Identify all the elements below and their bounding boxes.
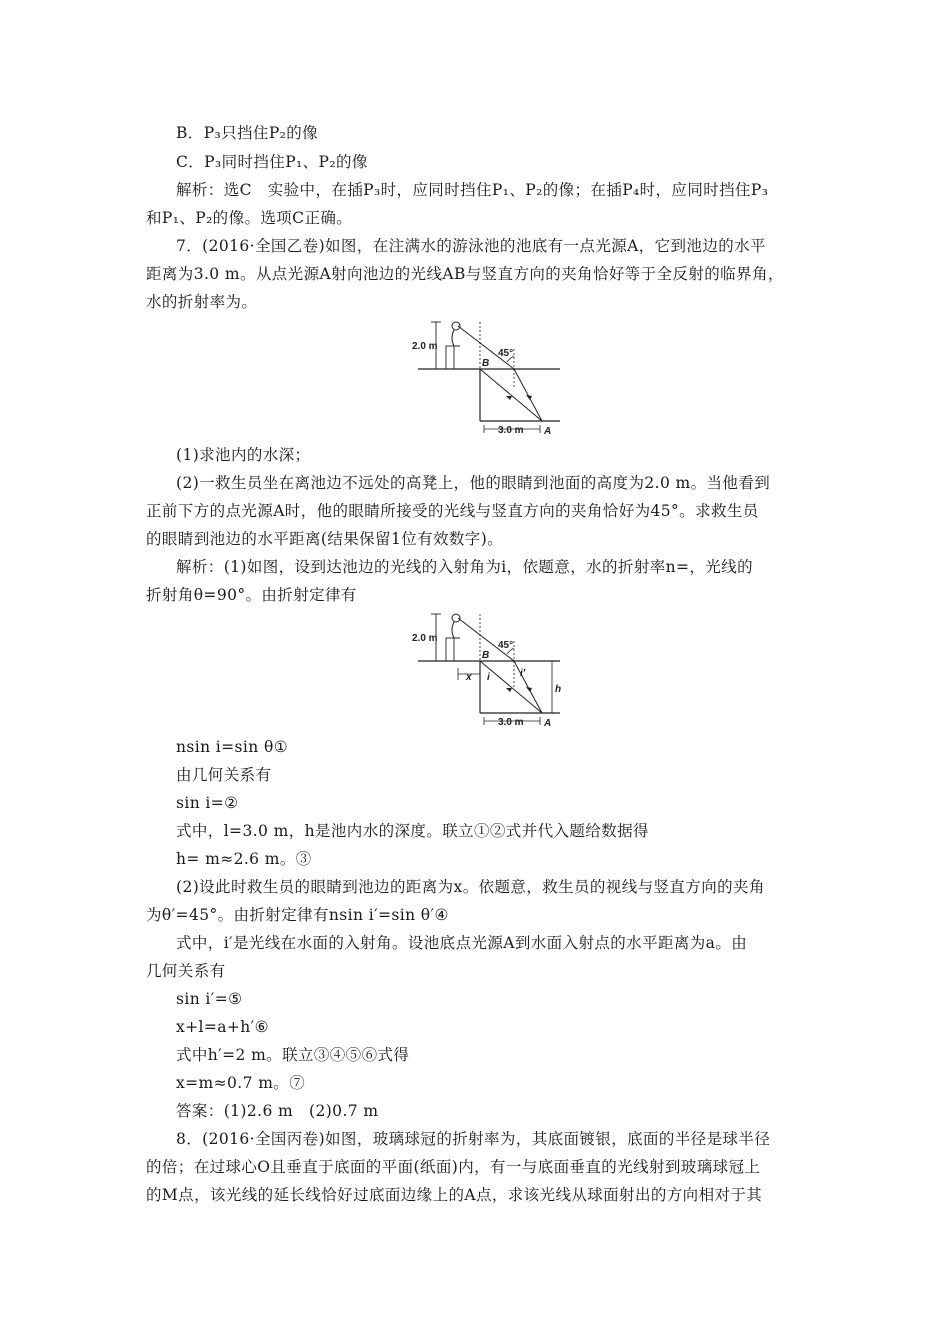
height-label: 2.0 m bbox=[412, 341, 438, 352]
height-label: 2.0 m bbox=[412, 633, 438, 644]
angle-label: 45° bbox=[498, 640, 514, 651]
analysis-line: 和P₁、P₂的像。选项C正确。 bbox=[146, 209, 353, 227]
point-a-label: A bbox=[544, 426, 552, 437]
pool-diagram-1 bbox=[410, 316, 570, 438]
question-8-line: 8．(2016·全国丙卷)如图，玻璃球冠的折射率为，其底面镀银，底面的半径是球半径 bbox=[176, 1130, 771, 1148]
question-8-line: 的倍；在过球心O且垂直于底面的平面(纸面)内，有一与底面垂直的光线射到玻璃球冠上 bbox=[146, 1158, 761, 1176]
sub-question-2: 正前下方的点光源A时，他的眼睛所接受的光线与竖直方向的夹角恰好为45°。求救生员 bbox=[146, 502, 759, 520]
question-7-line: 距离为3.0 m。从点光源A射向池边的光线AB与竖直方向的夹角恰好等于全反射的临界角， bbox=[146, 265, 784, 283]
h-label: h bbox=[555, 684, 562, 695]
equation-5: sin i′=⑤ bbox=[176, 990, 243, 1008]
equation-2: sin i=② bbox=[176, 794, 239, 812]
solution-line: 折射角θ=90°。由折射定律有 bbox=[146, 586, 357, 604]
option-b: B．P₃只挡住P₂的像 bbox=[176, 124, 319, 142]
point-b-label: B bbox=[482, 358, 490, 369]
i-prime-label: i′ bbox=[520, 668, 526, 679]
solution-line: 由几何关系有 bbox=[176, 766, 272, 784]
distance-label: 3.0 m bbox=[498, 425, 524, 436]
distance-label: 3.0 m bbox=[498, 717, 524, 728]
equation-6: x+l=a+h′⑥ bbox=[176, 1018, 269, 1036]
equation-1: nsin i=sin θ① bbox=[176, 738, 288, 756]
solution-line: 解析：(1)如图，设到达池边的光线的入射角为i，依题意，水的折射率n=，光线的 bbox=[176, 558, 753, 576]
pool-diagram-2 bbox=[410, 608, 570, 730]
sub-question-2: 的眼睛到池边的水平距离(结果保留1位有效数字)。 bbox=[146, 530, 504, 548]
equation-4: 为θ′=45°。由折射定律有nsin i′=sin θ′④ bbox=[146, 906, 449, 924]
answer-line: 答案：(1)2.6 m (2)0.7 m bbox=[176, 1102, 379, 1120]
equation-7: x=m≈0.7 m。⑦ bbox=[176, 1074, 306, 1092]
solution-line: 式中，l=3.0 m，h是池内水的深度。联立①②式并代入题给数据得 bbox=[176, 822, 649, 840]
solution-line: 式中h′=2 m。联立③④⑤⑥式得 bbox=[176, 1046, 410, 1064]
solution-line: 几何关系有 bbox=[146, 962, 226, 980]
i-label: i bbox=[487, 672, 490, 683]
solution-line: 式中，i′是光线在水面的入射角。设池底点光源A到水面入射点的水平距离为a。由 bbox=[176, 934, 748, 952]
question-7-line: 水的折射率为。 bbox=[146, 293, 258, 311]
point-a-label: A bbox=[544, 718, 552, 729]
question-7-line: 7．(2016·全国乙卷)如图，在注满水的游泳池的池底有一点光源A，它到池边的水平 bbox=[176, 237, 766, 255]
sub-question-1: (1)求池内的水深； bbox=[176, 446, 311, 464]
analysis-line: 解析：选C 实验中，在插P₃时，应同时挡住P₁、P₂的像；在插P₄时，应同时挡住P₃ bbox=[176, 181, 769, 199]
x-label: x bbox=[466, 672, 472, 683]
question-8-line: 的M点，该光线的延长线恰好过底面边缘上的A点，求该光线从球面射出的方向相对于其 bbox=[146, 1186, 763, 1204]
sub-question-2: (2)一救生员坐在离池边不远处的高凳上，他的眼睛到池面的高度为2.0 m。当他看到 bbox=[176, 474, 771, 492]
point-b-label: B bbox=[482, 650, 490, 661]
option-c: C．P₃同时挡住P₁、P₂的像 bbox=[176, 153, 368, 171]
solution-line: (2)设此时救生员的眼睛到池边的距离为x。依题意，救生员的视线与竖直方向的夹角 bbox=[176, 878, 765, 896]
equation-3: h= m≈2.6 m。③ bbox=[176, 850, 312, 868]
angle-label: 45° bbox=[498, 348, 514, 359]
